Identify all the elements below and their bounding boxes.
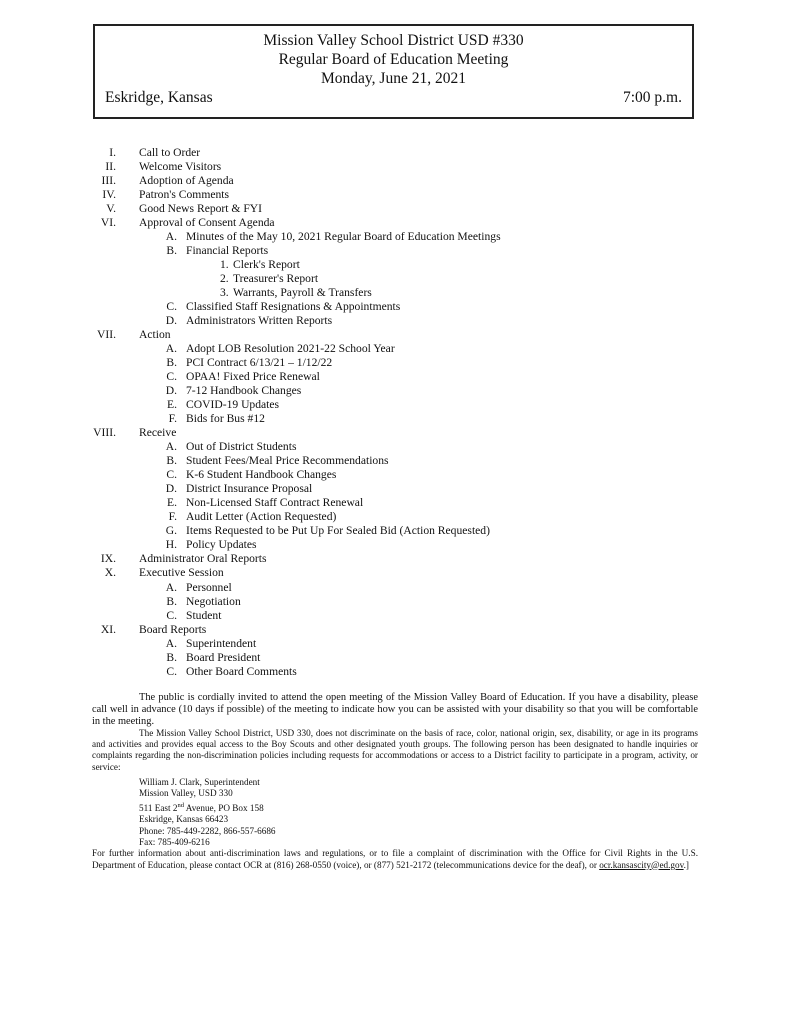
agenda-item-text: OPAA! Fixed Price Renewal — [186, 370, 320, 383]
meeting-header — [93, 24, 694, 119]
agenda-item-number: B. — [166, 356, 177, 369]
agenda-item-text: COVID-19 Updates — [186, 398, 280, 411]
agenda-item-text: Approval of Consent Agenda — [139, 216, 275, 229]
agenda-item-number: C. — [166, 665, 177, 678]
agenda-item-text: Non-Licensed Staff Contract Renewal — [186, 496, 364, 509]
agenda-item-number: IX. — [100, 552, 116, 565]
agenda-item-number: C. — [166, 370, 177, 383]
agenda-item-text: Board Reports — [139, 623, 207, 636]
agenda-item-text: Other Board Comments — [186, 665, 297, 678]
agenda-item-number: A. — [165, 440, 177, 453]
agenda-item-text: Student — [186, 609, 222, 622]
meeting-date: Monday, June 21, 2021 — [321, 70, 466, 87]
agenda-item-number: B. — [166, 595, 177, 608]
agenda-item-number: B. — [166, 244, 177, 257]
agenda-item-text: Administrators Written Reports — [186, 314, 333, 327]
agenda-item-number: G. — [165, 524, 177, 537]
agenda-item-number: VI. — [100, 216, 116, 229]
agenda-item-number: II. — [105, 160, 116, 173]
agenda-item-number: A. — [165, 342, 177, 355]
agenda-item-text: Minutes of the May 10, 2021 Regular Board of Education Meetings — [186, 230, 501, 243]
agenda-item-number: I. — [109, 146, 116, 159]
public-notice — [92, 692, 698, 871]
agenda-item-text: PCI Contract 6/13/21 – 1/12/22 — [186, 356, 333, 369]
contact-address-pre: 511 East 2 — [139, 802, 178, 813]
agenda-item-text: Good News Report & FYI — [139, 202, 263, 215]
meeting-time: 7:00 p.m. — [623, 89, 682, 106]
agenda-item-text: Adopt LOB Resolution 2021-22 School Year — [186, 342, 395, 355]
agenda-item-text: Superintendent — [186, 637, 257, 650]
ocr-email-link[interactable]: ocr.kansascity@ed.gov — [599, 859, 684, 870]
agenda-item-text: Administrator Oral Reports — [139, 552, 267, 565]
agenda-item-number: 3. — [220, 286, 229, 299]
agenda-item-text: Financial Reports — [186, 244, 269, 257]
agenda-item-number: D. — [165, 384, 177, 397]
agenda-item-text: Personnel — [186, 581, 232, 594]
agenda-item-number: VII. — [97, 328, 116, 341]
agenda-item-number: A. — [165, 230, 177, 243]
contact-city: Eskridge, Kansas 66423 — [139, 814, 229, 825]
agenda-item-text: Receive — [139, 426, 177, 439]
contact-phone: Phone: 785-449-2282, 866-557-6686 — [139, 825, 276, 836]
contact-address-post: Avenue, PO Box 158 — [183, 802, 264, 813]
agenda-item-number: B. — [166, 651, 177, 664]
agenda-item-number: X. — [104, 566, 116, 579]
agenda-item-number: B. — [166, 454, 177, 467]
agenda-item-text: Items Requested to be Put Up For Sealed Bid (Action Requested) — [186, 524, 490, 537]
meeting-title: Regular Board of Education Meeting — [278, 51, 509, 68]
agenda-item-text: Bids for Bus #12 — [186, 412, 265, 425]
agenda-item-number: VIII. — [93, 426, 116, 439]
agenda-item-number: IV. — [102, 188, 116, 201]
agenda-item-number: F. — [168, 412, 177, 425]
meeting-location: Eskridge, Kansas — [105, 89, 213, 106]
contact-org: Mission Valley, USD 330 — [139, 788, 233, 799]
agenda-item-text: Board President — [186, 651, 261, 664]
agenda-item-number: XI. — [100, 623, 116, 636]
agenda-item-text: Classified Staff Resignations & Appointments — [186, 300, 401, 313]
agenda-item-text: Executive Session — [139, 566, 224, 579]
agenda-item-text: Call to Order — [139, 146, 201, 159]
contact-address — [139, 800, 698, 814]
contact-fax: Fax: 785-409-6216 — [139, 836, 210, 847]
accessibility-notice: The public is cordially invited to attend the open meeting of the Mission Valley Board of Education. If you have a disability, please call well in advance (10 days if possible) of the meeting to indicate how you can be assisted with your disability so that you will be comfortable in the meeting. — [92, 692, 698, 727]
agenda-item-number: A. — [165, 581, 177, 594]
agenda-item-text: Out of District Students — [186, 440, 297, 453]
agenda-item-text: Student Fees/Meal Price Recommendations — [186, 454, 389, 467]
agenda-item-text: District Insurance Proposal — [186, 482, 313, 495]
agenda-item-text: Treasurer's Report — [233, 272, 319, 285]
agenda-item-number: 2. — [220, 272, 229, 285]
agenda-item-text: Audit Letter (Action Requested) — [186, 510, 337, 523]
district-name: Mission Valley School District USD #330 — [263, 32, 524, 49]
agenda-item-number: C. — [166, 468, 177, 481]
agenda-item-number: C. — [166, 609, 177, 622]
agenda-item-number: 1. — [220, 258, 229, 271]
footer-text: For further information about anti-discrimination laws and regulations, or to file a complaint of discrimination with the Office for Civil Rights in the U.S. Department of Education, please contact OCR at (816) 268-0550 (voice), or (877) 521-2172 (telecommunications device for the deaf), or — [92, 848, 698, 870]
non-discrimination-notice: The Mission Valley School District, USD 330, does not discriminate on the basis of race, color, national origin, sex, disability, or age in its programs and activities and provides equal access to the Boy Scouts and other designated youth groups. The following person has been designated to handle inquiries or complaints regarding the non-discrimination policies including requests for accommodations or access to a District facility to participate in a program, activity, or service: — [92, 728, 698, 772]
agenda-item-number: F. — [168, 510, 177, 523]
agenda-item-text: Warrants, Payroll & Transfers — [233, 286, 372, 299]
agenda-item-text: Policy Updates — [186, 538, 257, 551]
agenda-item-number: D. — [165, 482, 177, 495]
agenda-item-text: Negotiation — [186, 595, 241, 608]
agenda-item-text: Adoption of Agenda — [139, 174, 234, 187]
agenda-item-number: D. — [165, 314, 177, 327]
agenda-item-number: C. — [166, 300, 177, 313]
agenda-item-text: 7-12 Handbook Changes — [186, 384, 302, 397]
agenda-item-text: K-6 Student Handbook Changes — [186, 468, 337, 481]
ocr-footer — [92, 848, 698, 870]
footer-end: .] — [683, 859, 689, 870]
agenda-item-text: Patron's Comments — [139, 188, 230, 201]
agenda-item-number: E. — [167, 398, 177, 411]
agenda-item-number: A. — [165, 637, 177, 650]
agenda-item-text: Clerk's Report — [233, 258, 300, 271]
agenda-item-number: III. — [101, 174, 116, 187]
contact-block — [139, 777, 698, 849]
contact-address-sup: nd — [177, 801, 184, 809]
agenda-item-number: V. — [106, 202, 116, 215]
agenda-item-number: E. — [167, 496, 177, 509]
contact-name: William J. Clark, Superintendent — [139, 776, 260, 787]
agenda-item-number: H. — [165, 538, 177, 551]
agenda-item-text: Welcome Visitors — [139, 160, 222, 173]
agenda-item-text: Action — [139, 328, 171, 341]
